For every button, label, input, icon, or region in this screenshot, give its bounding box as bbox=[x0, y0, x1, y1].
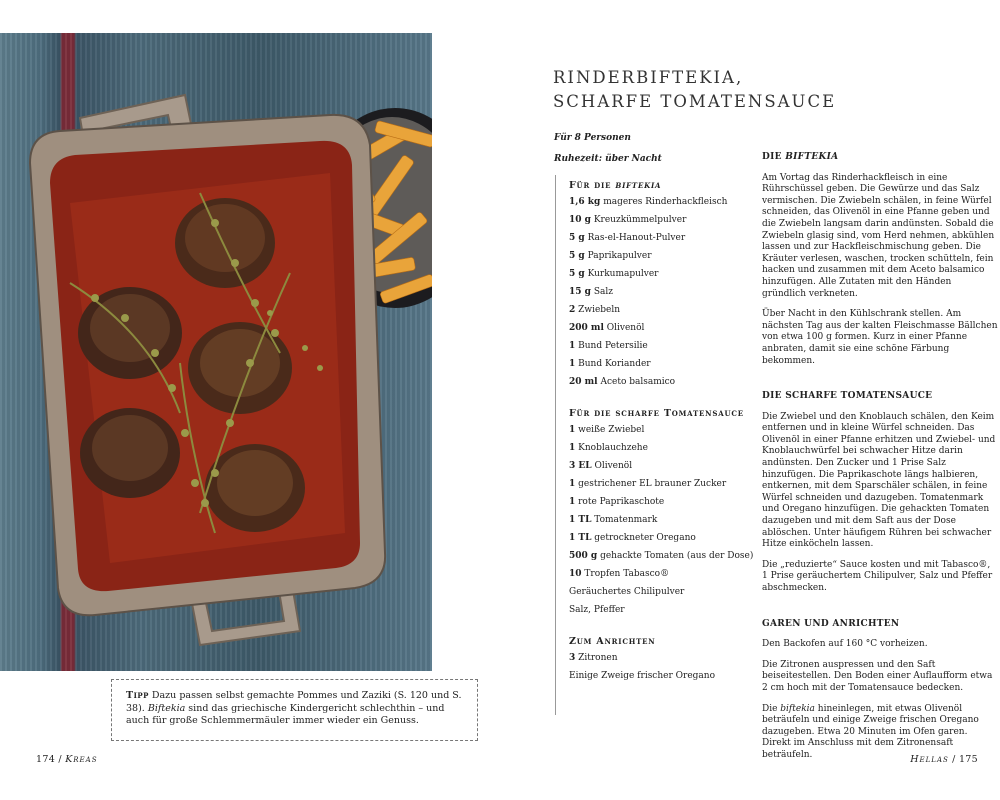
heading-text: Für die scharfe Tomatensauce bbox=[569, 408, 744, 419]
ingredient-item bbox=[569, 341, 755, 352]
ingredient-name: Paprikapulver bbox=[584, 251, 652, 261]
footer-separator: / bbox=[948, 754, 959, 765]
ingredient-quantity: 5 g bbox=[569, 269, 585, 279]
ingredient-name: rote Paprikaschote bbox=[575, 497, 665, 507]
footer-section-left: Kreas bbox=[65, 754, 98, 765]
ingredient-item bbox=[569, 233, 755, 244]
ingredient-name: Kurkumapulver bbox=[584, 269, 659, 279]
footer-left bbox=[36, 754, 98, 765]
heading-text: DIE SCHARFE TOMATENSAUCE bbox=[762, 391, 933, 402]
ingredient-item bbox=[569, 605, 755, 616]
ingredient-quantity: 1,6 kg bbox=[569, 197, 601, 207]
ingredient-name: Tomatenmark bbox=[591, 515, 658, 525]
ingredient-quantity: 1 bbox=[569, 479, 576, 489]
preparation-steps bbox=[762, 152, 998, 771]
heading-text: GAREN UND ANRICHTEN bbox=[762, 618, 900, 629]
ingredient-quantity: 5 g bbox=[569, 251, 585, 261]
ingredient-item bbox=[569, 359, 755, 370]
ingredient-item bbox=[569, 497, 755, 508]
ingredient-quantity: 1 TL bbox=[569, 515, 592, 525]
step-paragraph: Die Zitronen auspressen und den Saft beiseitestellen. Den Boden einer Auflaufform etwa 2 cm hoch mit der Tomatensauce bedecken. bbox=[762, 659, 993, 693]
recipe-photo bbox=[0, 33, 432, 671]
step-paragraph: Über Nacht in den Kühlschrank stellen. Am nächsten Tag aus der kalten Fleischmasse Bällchen von etwa 100 g formen. Kurz in einer Pfanne anbraten, damit sie eine schöne Färbung bekommen. bbox=[762, 309, 998, 366]
step-section-heading bbox=[762, 391, 998, 403]
servings: Für 8 Personen bbox=[554, 133, 631, 143]
tip-box bbox=[111, 679, 478, 741]
ingredient-item bbox=[569, 533, 755, 544]
ingredient-quantity: 5 g bbox=[569, 233, 585, 243]
ingredient-group-heading bbox=[569, 636, 755, 647]
heading-italic: biftekia bbox=[615, 180, 662, 191]
ingredient-quantity: 1 bbox=[569, 359, 576, 369]
ingredient-item bbox=[569, 425, 755, 436]
ingredient-name: Olivenöl bbox=[591, 461, 633, 471]
ingredient-item bbox=[569, 515, 755, 526]
ingredient-item bbox=[569, 305, 755, 316]
tip-label: Tipp bbox=[126, 690, 149, 701]
ingredient-item bbox=[569, 479, 755, 490]
step-paragraph: Am Vortag das Rinderhackfleisch in eine Rührschüssel geben. Die Gewürze und das Salz vermischen. Die Zwiebeln schälen, in feine Würfel schneiden, das Olivenöl in eine Pfanne geben und die Zwiebeln langsam darin andünsten. Sobald die Zwiebeln glasig sind, vom Herd nehmen, abkühlen lassen und zur Hackfleischmischung geben. Die Kräuter verlesen, waschen, trocken schütteln, fein hacken und zusammen mit dem Aceto balsamico hinzufügen. Alle Zutaten mit den Händen gründlich verkneten. bbox=[762, 172, 995, 299]
step-section-heading bbox=[762, 619, 998, 631]
tip-text-2: sind das griechische Kindergericht schlechthin – und auch für große Schlemmermäuler immer wieder ein Genuss. bbox=[126, 702, 445, 726]
ingredient-quantity: 10 bbox=[569, 569, 582, 579]
ingredient-item bbox=[569, 461, 755, 472]
paragraph-text: hineinlegen, mit etwas Olivenöl beträufeln und einige Zweige frischen Oregano dazugeben. Etwa 20 Minuten im Ofen garen. Direkt im Anschluss mit dem Zitronensaft beträufeln. bbox=[762, 703, 979, 760]
ingredient-item bbox=[569, 569, 755, 580]
ingredient-name: Salz, Pfeffer bbox=[569, 605, 625, 615]
ingredient-item bbox=[569, 287, 755, 298]
ingredient-quantity: 1 bbox=[569, 341, 576, 351]
footer-section-right: Hellas bbox=[910, 754, 949, 765]
ingredient-name: Aceto balsamico bbox=[597, 377, 676, 387]
footer-right bbox=[910, 754, 978, 765]
page-number-right: 175 bbox=[958, 754, 978, 765]
tip-text-1: Dazu passen selbst gemachte Pommes und Zaziki (S. 120 und S. 38). bbox=[126, 690, 462, 714]
ingredient-name: mageres Rinderhackfleisch bbox=[600, 197, 728, 207]
paragraph-italic: biftekia bbox=[780, 703, 815, 714]
footer-separator: / bbox=[55, 754, 66, 765]
ingredient-quantity: 2 bbox=[569, 305, 576, 315]
step-paragraph bbox=[762, 704, 998, 762]
ingredient-name: Kreuzkümmelpulver bbox=[590, 215, 687, 225]
ingredient-quantity: 500 g bbox=[569, 551, 598, 561]
ingredient-quantity: 1 bbox=[569, 425, 576, 435]
recipe-title bbox=[553, 66, 836, 114]
ingredient-item bbox=[569, 443, 755, 454]
ingredient-quantity: 1 bbox=[569, 443, 576, 453]
ingredient-group-heading bbox=[569, 180, 755, 191]
ingredient-list bbox=[555, 175, 755, 715]
ingredient-name: gehackte Tomaten (aus der Dose) bbox=[597, 551, 754, 561]
ingredient-item bbox=[569, 587, 755, 598]
right-page bbox=[500, 0, 1000, 800]
heading-text: Für die bbox=[569, 180, 616, 191]
step-paragraph: Den Backofen auf 160 °C vorheizen. bbox=[762, 639, 928, 650]
ingredient-name: gestrichener EL brauner Zucker bbox=[575, 479, 727, 489]
ingredient-item bbox=[569, 215, 755, 226]
baking-dish-illustration bbox=[0, 33, 432, 671]
ingredient-quantity: 15 g bbox=[569, 287, 591, 297]
title-line-1: RINDERBIFTEKIA, bbox=[553, 68, 744, 87]
paragraph-text: Die bbox=[762, 703, 781, 714]
ingredient-group-heading bbox=[569, 408, 755, 419]
ingredient-quantity: 1 TL bbox=[569, 533, 592, 543]
ingredient-item bbox=[569, 377, 755, 388]
ingredient-name: Zitronen bbox=[575, 653, 618, 663]
ingredient-quantity: 3 bbox=[569, 653, 576, 663]
tip-italic-term: Biftekia bbox=[147, 702, 186, 714]
ingredient-quantity: 20 ml bbox=[569, 377, 598, 387]
ingredient-quantity: 3 EL bbox=[569, 461, 592, 471]
ingredient-item bbox=[569, 323, 755, 334]
ingredient-name: Bund Koriander bbox=[575, 359, 651, 369]
ingredient-item bbox=[569, 671, 755, 682]
ingredient-name: Salz bbox=[590, 287, 613, 297]
heading-italic: BIFTEKIA bbox=[785, 152, 839, 162]
ingredient-item bbox=[569, 251, 755, 262]
ingredient-quantity: 10 g bbox=[569, 215, 591, 225]
ingredient-name: Bund Petersilie bbox=[575, 341, 648, 351]
ingredient-name: Ras-el-Hanout-Pulver bbox=[584, 233, 686, 243]
ingredient-name: Olivenöl bbox=[603, 323, 645, 333]
heading-text: DIE bbox=[762, 152, 786, 162]
step-section-heading bbox=[762, 152, 998, 164]
ingredient-item bbox=[569, 653, 755, 664]
title-line-2: SCHARFE TOMATENSAUCE bbox=[553, 92, 837, 111]
ingredient-name: Geräuchertes Chilipulver bbox=[569, 587, 685, 597]
ingredient-name: Knoblauchzehe bbox=[575, 443, 648, 453]
ingredient-name: Einige Zweige frischer Oregano bbox=[569, 671, 715, 681]
step-paragraph: Die Zwiebel und den Knoblauch schälen, den Keim entfernen und in kleine Würfel schneiden. Das Olivenöl in einer Pfanne erhitzen und Zwiebel- und Knoblauchwürfel bei schwacher Hitze darin andünsten. Den Zucker und 1 Prise Salz hinzufügen. Die Paprikaschote längs halbieren, entkernen, mit dem Sparschäler schälen, in feine Würfel schneiden und dazugeben. Tomatenmark und Oregano hinzufügen. Die gehackten Tomaten dazugeben und mit dem Saft aus der Dose ablöschen. Unter häufigem Rühren bei schwacher Hitze einköcheln lassen. bbox=[762, 411, 996, 550]
ingredient-item bbox=[569, 269, 755, 280]
ingredient-item bbox=[569, 197, 755, 208]
ingredient-quantity: 1 bbox=[569, 497, 576, 507]
ingredient-item bbox=[569, 551, 755, 562]
ingredient-name: Zwiebeln bbox=[575, 305, 621, 315]
ingredient-name: Tropfen Tabasco® bbox=[581, 569, 670, 579]
ingredient-quantity: 200 ml bbox=[569, 323, 604, 333]
heading-text: Zum Anrichten bbox=[569, 636, 656, 647]
ingredient-name: getrockneter Oregano bbox=[591, 533, 696, 543]
step-paragraph: Die „reduzierte“ Sauce kosten und mit Tabasco®, 1 Prise geräuchertem Chilipulver, Salz und Pfeffer abschmecken. bbox=[762, 559, 993, 593]
rest-time: Ruhezeit: über Nacht bbox=[554, 154, 662, 164]
ingredient-name: weiße Zwiebel bbox=[575, 425, 645, 435]
page-number-left: 174 bbox=[36, 754, 56, 765]
